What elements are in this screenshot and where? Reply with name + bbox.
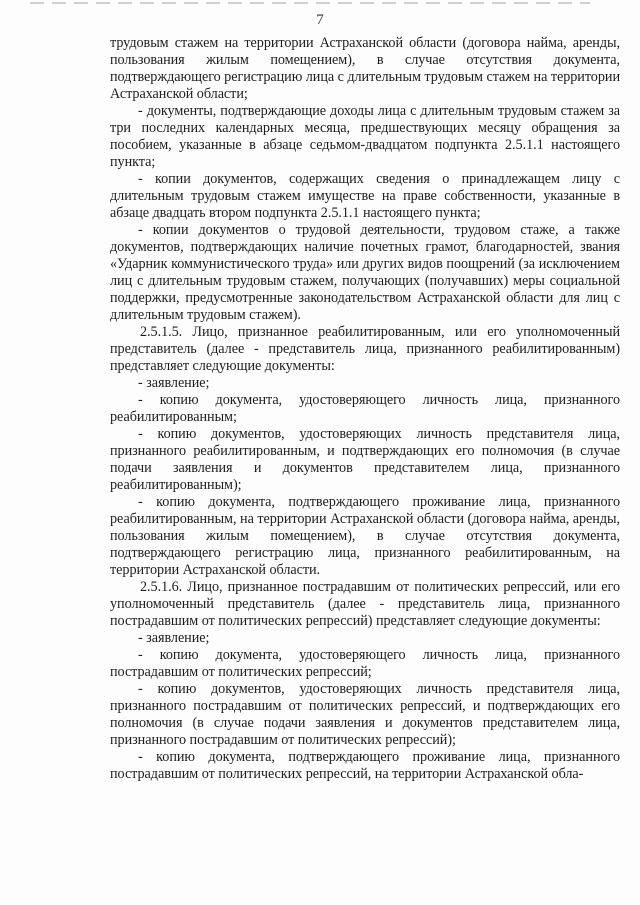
list-item-labor-documents: - копии документов о трудовой деятельности, трудовом стаже, а также документов, подтверждающих наличие почетных грамот, благодарностей, звания «Ударник коммунистического труда» или других видов поощрений (за исключением лиц с длительным трудовым стажем, получающих (получавших) меры социальной поддержки, предусмотренные законодательством Астраханской области для лиц с длительным трудовым стажем). <box>110 222 620 323</box>
clause-2-5-1-5: 2.5.1.5. Лицо, признанное реабилитированным, или его уполномоченный представитель (далее - представитель лица, признанного реабилитированным) представляет следующие документы: <box>110 324 620 374</box>
list-item-application: - заявление; <box>138 630 210 646</box>
list-item-income-documents: - документы, подтверждающие доходы лица с длительным трудовым стажем за три последних календарных месяца, предшествующих месяцу обращения за пособием, указанные в абзаце седьмом-двадцатом подпункта 2.5.1.1 настоящего пункта; <box>110 103 620 170</box>
clause-2-5-1-6: 2.5.1.6. Лицо, признанное пострадавшим от политических репрессий, или его уполномоченный представитель (далее - представитель лица, признанного пострадавшим от политических репрессий) представляет следующие документы: <box>110 579 620 629</box>
list-item-identity-copy: - копию документа, удостоверяющего личность лица, признанного реабилитированным; <box>110 392 620 425</box>
document-body <box>110 35 620 783</box>
list-item-representative-identity: - копию документов, удостоверяющих личность представителя лица, признанного реабилитированным, и подтверждающих его полномочия (в случае подачи заявления и документов представителем лица, признанного реабилитированным); <box>110 426 620 493</box>
scan-edge-artifact <box>30 2 590 4</box>
list-item-application: - заявление; <box>138 375 210 391</box>
list-item-residence-proof: - копию документа, подтверждающего проживание лица, признанного реабилитированным, на территории Астраханской области (договора найма, аренды, пользования жилым помещением), в случае отсутствия документа, подтверждающего регистрацию лица, признанного реабилитированным, на территории Астраханской области. <box>110 494 620 578</box>
list-item-property-documents: - копии документов, содержащих сведения о принадлежащем лицу с длительным трудовым стажем имуществе на праве собственности, указанные в абзаце двадцать втором подпункта 2.5.1.1 настоящего пункта; <box>110 171 620 221</box>
list-item-identity-copy: - копию документа, удостоверяющего личность лица, признанного пострадавшим от политических репрессий; <box>110 647 620 680</box>
list-item-representative-identity: - копию документов, удостоверяющих личность представителя лица, признанного пострадавшим от политических репрессий, и подтверждающих его полномочия (в случае подачи заявления и документов представителем лица, признанного пострадавшим от политических репрессий); <box>110 681 620 748</box>
page-number: 7 <box>316 12 324 28</box>
list-item-residence-proof: - копию документа, подтверждающего проживание лица, признанного пострадавшим от политических репрессий, на территории Астраханской обла- <box>110 749 620 782</box>
paragraph-continuation: трудовым стажем на территории Астраханской области (договора найма, аренды, пользования жилым помещением), в случае отсутствия документа, подтверждающего регистрацию лица с длительным трудовым стажем на территории Астраханской области; <box>110 35 620 102</box>
